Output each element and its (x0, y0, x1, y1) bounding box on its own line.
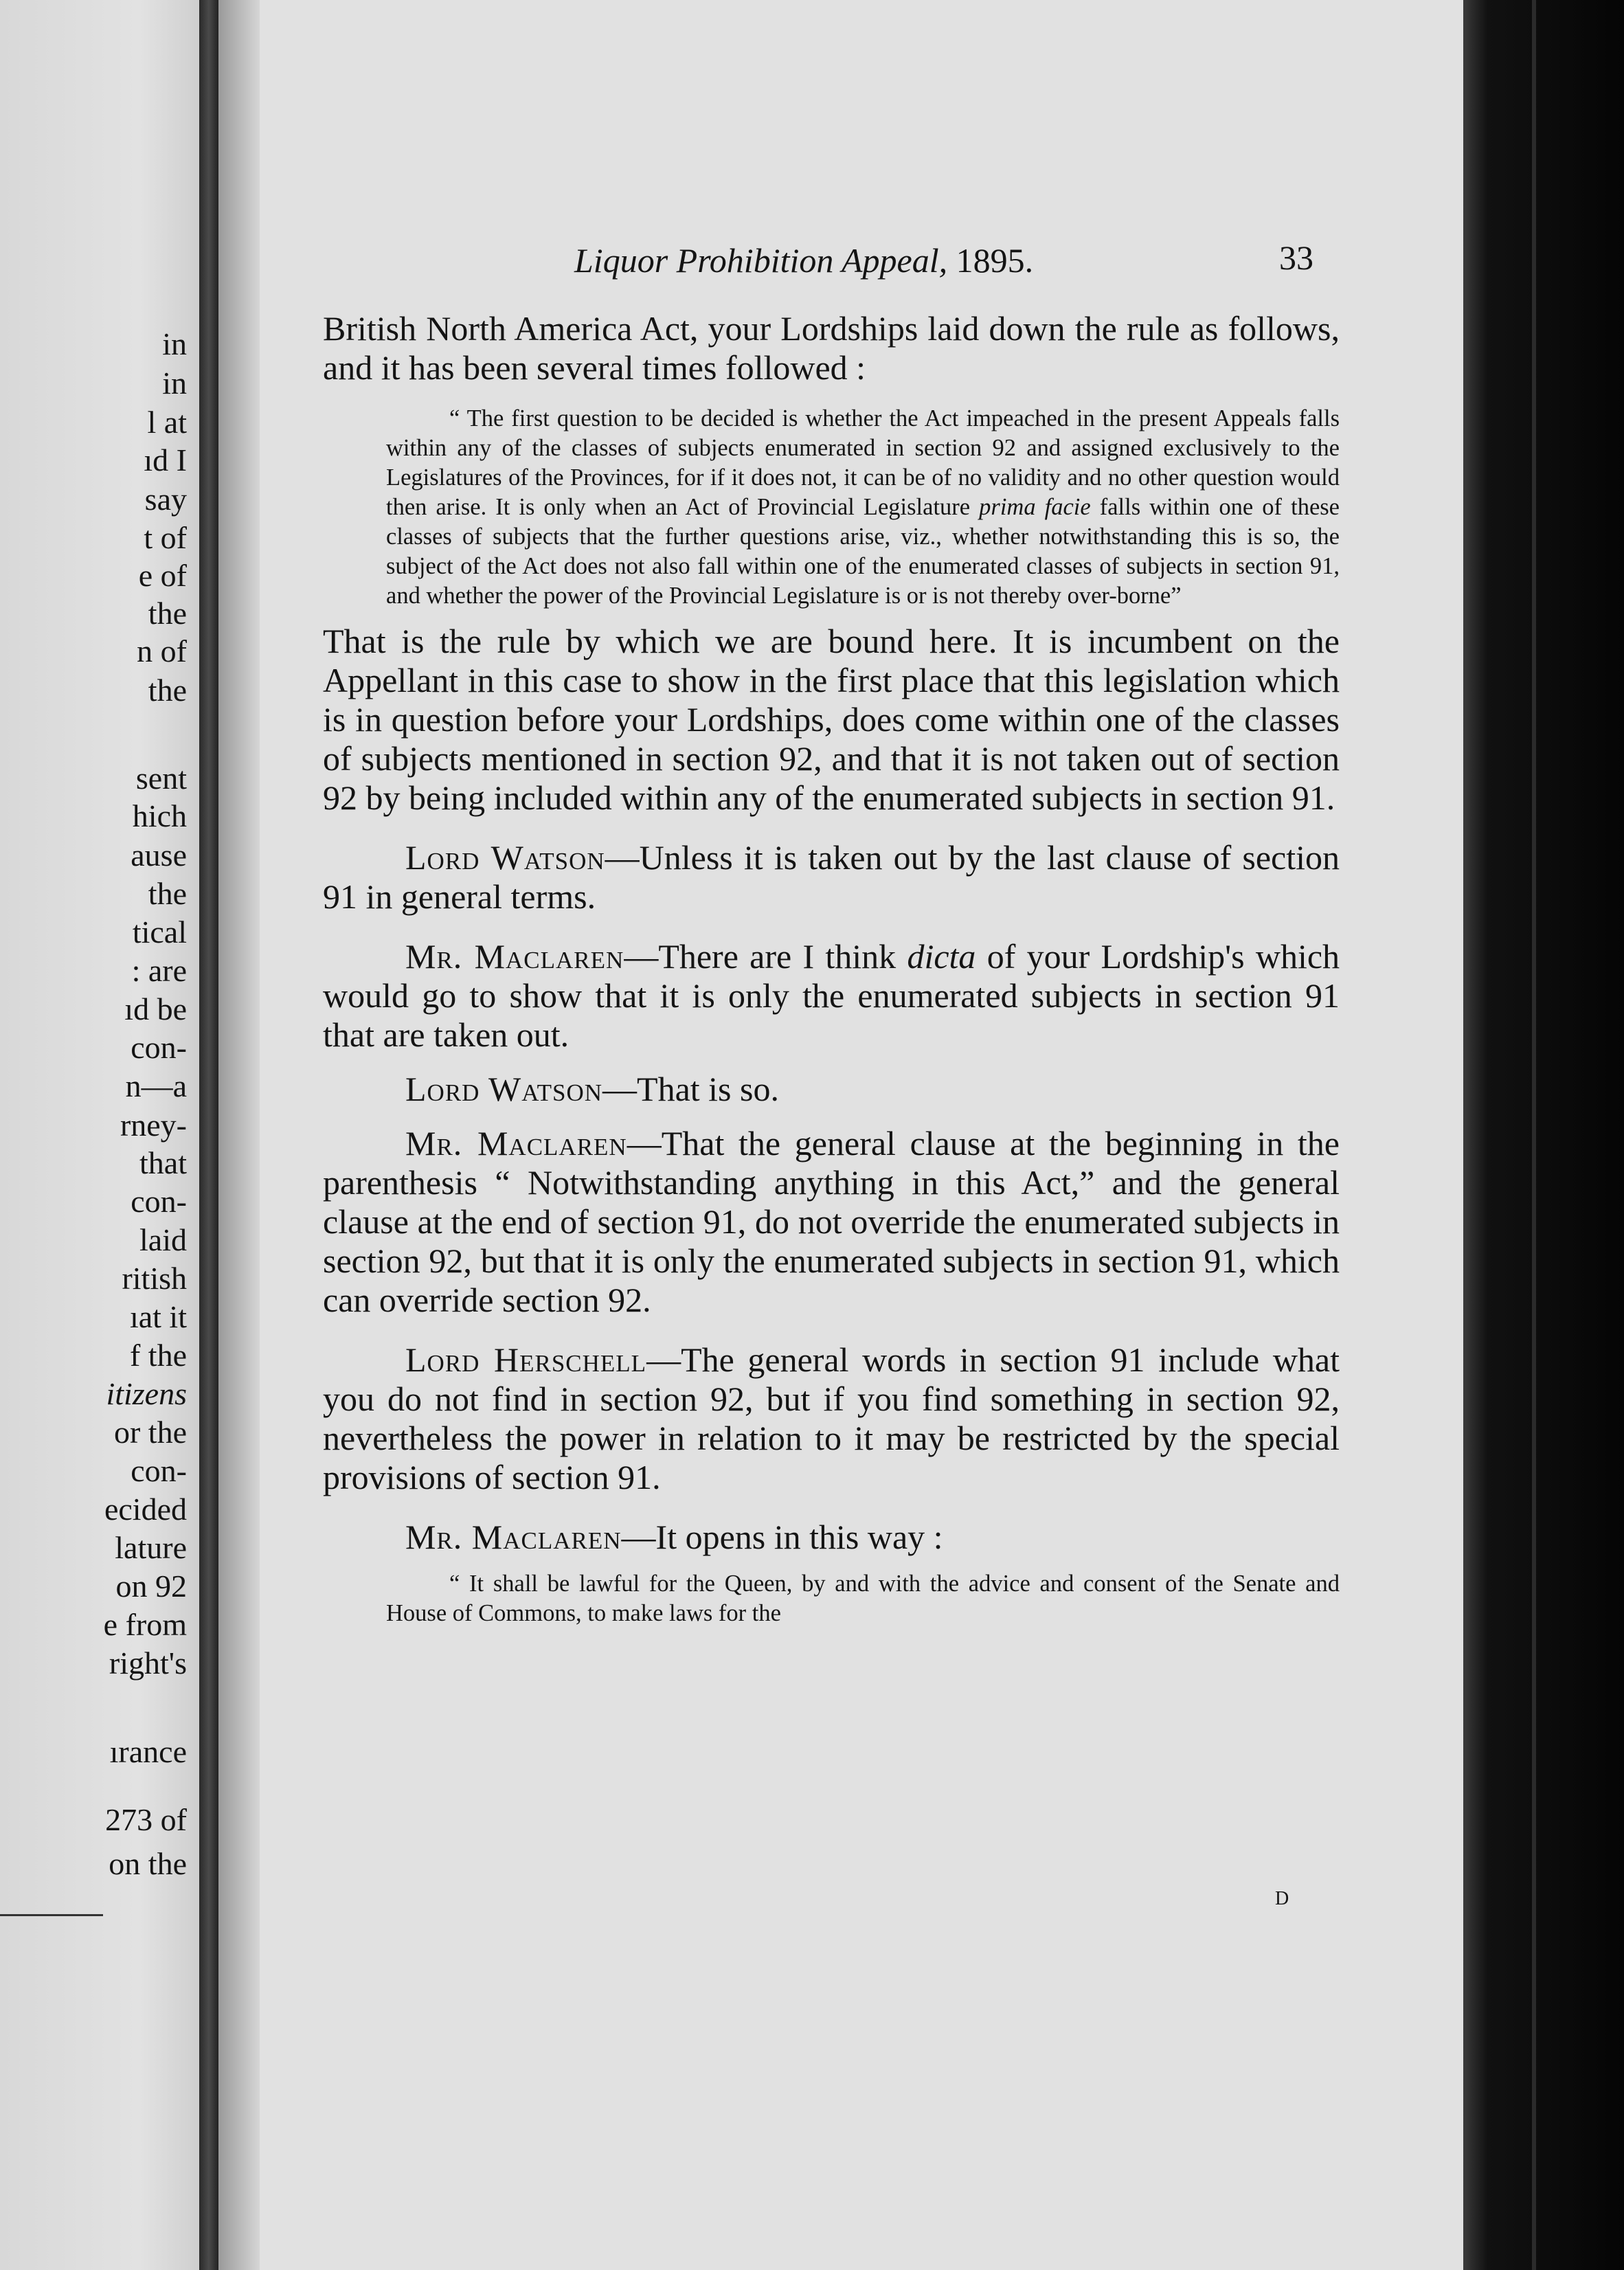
previous-page-line: e from (103, 1607, 187, 1642)
running-title: Liquor Prohibition Appeal, 1895. (574, 241, 1034, 280)
previous-page-line: the (148, 876, 187, 911)
previous-page-footnote-rule (0, 1914, 103, 1916)
previous-page-line: ecided (104, 1492, 187, 1527)
block-quote: “ The first question to be decided is whether the Act impeached in the present Appeals falls within any of the classes of subjects enumerated in section 92 and assigned exclusively to the Legislatures of the Provinces, for if it does not, it can be of no validity and no other question would then arise. It is only when an Act of Provincial Legislature prima facie falls within one of these classes of subjects that the further questions arise, viz., whether notwithstanding this is so, the subject of the Act does not also fall within one of the enumerated classes of subjects in section 91, and whether the power of the Provincial Legislature is or is not thereby over-borne” (386, 405, 1340, 609)
previous-page-line: t of (144, 520, 187, 555)
previous-page-line: the (148, 596, 187, 631)
speaker: Mr. Maclaren (405, 1518, 622, 1556)
gutter-shadow (218, 0, 260, 2270)
previous-page-line: hich (132, 798, 187, 833)
previous-page-line: n of (137, 633, 187, 668)
previous-page-line: laid (139, 1222, 187, 1257)
previous-page-line: lature (115, 1530, 187, 1565)
previous-page-line: e of (138, 558, 187, 593)
book-gutter (199, 0, 218, 2270)
speech: Mr. Maclaren—It opens in this way : (405, 1518, 943, 1556)
previous-page-line: or the (113, 1415, 187, 1450)
previous-page-line: ıat it (129, 1299, 187, 1334)
previous-page-line: con- (131, 1184, 187, 1219)
previous-page-line: rney- (120, 1108, 187, 1143)
speaker: Lord Herschell (405, 1340, 647, 1379)
block-quote: “ It shall be lawful for the Queen, by and with the advice and consent of the Senate and House of Commons, to make laws for the (386, 1571, 1340, 1626)
page (260, 0, 1463, 2270)
previous-page-line: : are (131, 953, 187, 988)
previous-page-line: that (139, 1145, 187, 1180)
previous-page-line: n—a (125, 1068, 187, 1103)
page-edge-line (1532, 0, 1536, 2270)
previous-page-line: on the (109, 1846, 187, 1881)
previous-page-line: ause (131, 838, 187, 873)
previous-page-line: right's (109, 1645, 187, 1681)
previous-page-line: con- (131, 1453, 187, 1488)
running-head (260, 240, 1463, 282)
previous-page-line: l at (147, 405, 187, 440)
previous-page-line: tical (132, 914, 187, 949)
speaker: Lord Watson (405, 838, 605, 877)
speech: Lord Herschell—The general words in section 91 include what you do not find in section 92, but if you find something in section 92, nevertheless the power in relation to it may be restricted by the special provisions of section 91. (323, 1340, 1340, 1496)
previous-page-line: ritish (122, 1261, 187, 1296)
previous-page-line: ıd I (144, 442, 187, 477)
body-text (323, 309, 1340, 1639)
speech: Mr. Maclaren—That the general clause at the beginning in the parenthesis “ Notwithstanding anything in this Act,” and the general clause at the end of section 91, do not override the enumerated subjects in section 92, but that it is only the enumerated subjects in section 91, which can override section 92. (323, 1124, 1340, 1319)
paragraph: British North America Act, your Lordships laid down the rule as follows, and it has been several times followed : (323, 309, 1340, 387)
previous-page-line: con- (131, 1030, 187, 1065)
signature-mark: D (1275, 1888, 1289, 1909)
previous-page-line: on 92 (115, 1569, 187, 1604)
previous-page-line: 273 of (105, 1802, 187, 1837)
speaker: Mr. Maclaren (405, 1124, 627, 1162)
previous-page-line: say (144, 482, 187, 517)
speech: Lord Watson—That is so. (405, 1070, 779, 1108)
previous-page-line: ırance (109, 1734, 187, 1769)
speech: Mr. Maclaren—There are I think dicta of your Lordship's which would go to show that it is only the enumerated subjects in section 91 that are taken out. (323, 937, 1340, 1054)
page-edge-shadow (1463, 0, 1624, 2270)
speaker: Lord Watson (405, 1070, 603, 1108)
page-number: 33 (1279, 238, 1313, 277)
previous-page-line: sent (135, 761, 187, 796)
previous-page-line: itizens (106, 1376, 187, 1411)
speech: Lord Watson—Unless it is taken out by the last clause of section 91 in general terms. (323, 838, 1340, 916)
previous-page-line: the (148, 673, 187, 708)
previous-page-line: f the (129, 1338, 187, 1373)
speaker: Mr. Maclaren (405, 937, 624, 976)
previous-page-line: in (162, 366, 187, 401)
previous-page-line: ıd be (124, 991, 187, 1026)
previous-page-line: in (162, 326, 187, 361)
previous-page-fragment (0, 0, 199, 2270)
paragraph: That is the rule by which we are bound here. It is incumbent on the Appellant in this case to show in the first place that this legislation which is in question before your Lordships, does come within one of the classes of subjects mentioned in section 92, and that it is not taken out of section 92 by being included within any of the enumerated subjects in section 91. (323, 622, 1340, 817)
